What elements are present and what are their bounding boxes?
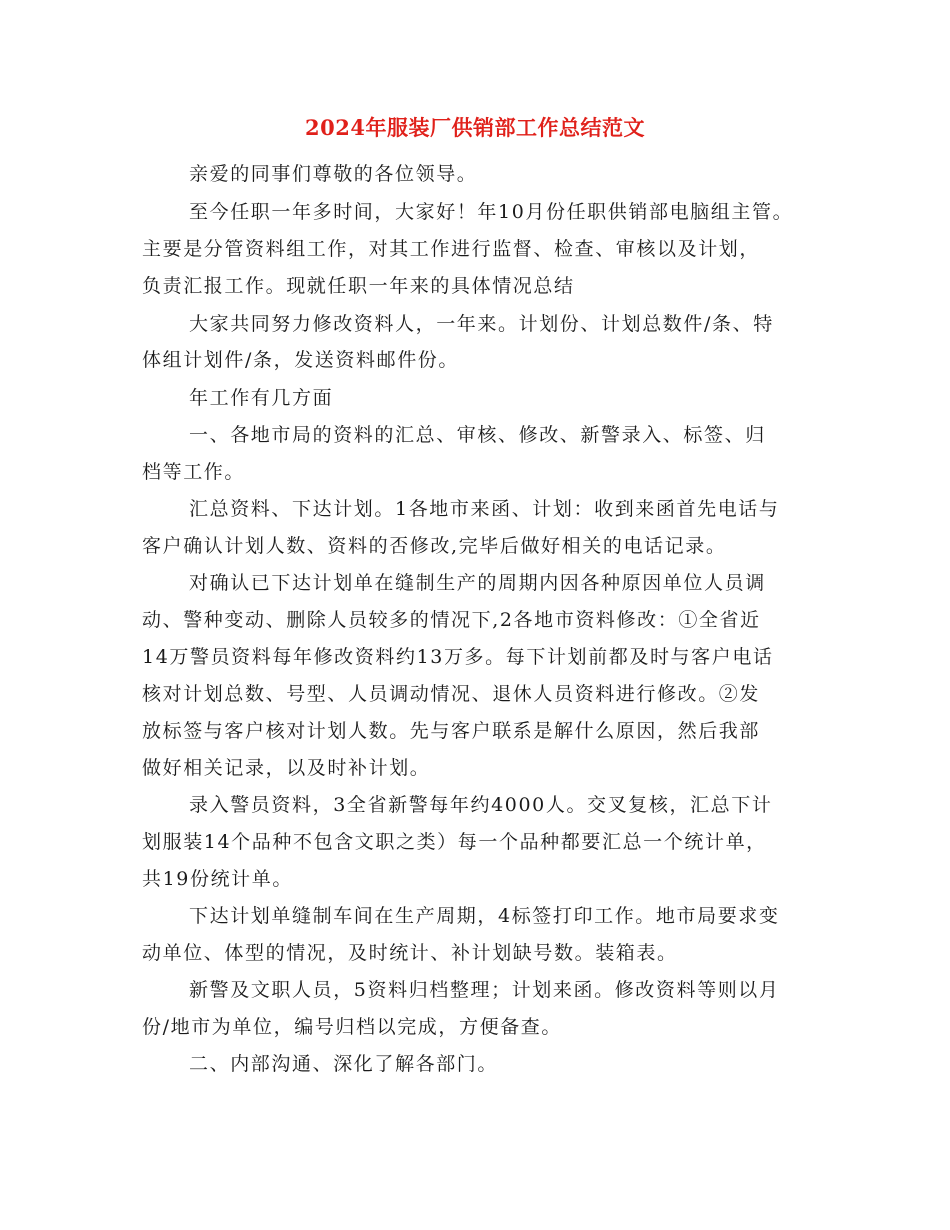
paragraph-line: 至今任职一年多时间，大家好！年10月份任职供销部电脑组主管。 bbox=[189, 201, 794, 223]
paragraph-line: 档等工作。 bbox=[142, 461, 246, 483]
paragraph-line: 体组计划件/条，发送资料邮件份。 bbox=[142, 349, 460, 371]
paragraph-line: 亲爱的同事们尊敬的各位领导。 bbox=[189, 163, 478, 185]
paragraph-line: 主要是分管资料组工作，对其工作进行监督、检查、审核以及计划， bbox=[142, 238, 761, 260]
paragraph-line: 下达计划单缝制车间在生产周期，4标签打印工作。地市局要求变 bbox=[189, 905, 780, 927]
paragraph-line: 做好相关记录，以及时补计划。 bbox=[142, 757, 431, 779]
paragraph-line: 划服装14个品种不包含文职之类）每一个品种都要汇总一个统计单， bbox=[142, 831, 767, 853]
paragraph-line: 录入警员资料，3全省新警每年约4000人。交叉复核，汇总下计 bbox=[189, 794, 773, 816]
paragraph-line: 共19份统计单。 bbox=[142, 868, 293, 890]
paragraph-line: 动、警种变动、删除人员较多的情况下,2各地市资料修改：①全省近 bbox=[142, 609, 761, 631]
document-title: 2024年服装厂供销部工作总结范文 bbox=[305, 115, 645, 140]
paragraph-line: 汇总资料、下达计划。1各地市来函、计划：收到来函首先电话与 bbox=[189, 498, 780, 520]
paragraph-line: 二、内部沟通、深化了解各部门。 bbox=[189, 1053, 499, 1075]
paragraph-line: 大家共同努力修改资料人，一年来。计划份、计划总数件/条、特 bbox=[189, 313, 774, 335]
paragraph-line: 核对计划总数、号型、人员调动情况、退休人员资料进行修改。②发 bbox=[142, 683, 761, 705]
paragraph-line: 负责汇报工作。现就任职一年来的具体情况总结 bbox=[142, 275, 575, 297]
paragraph-line: 14万警员资料每年修改资料约13万多。每下计划前都及时与客户电话 bbox=[142, 646, 774, 668]
paragraph-line: 对确认已下达计划单在缝制生产的周期内因各种原因单位人员调 bbox=[189, 572, 766, 594]
paragraph-line: 新警及文职人员，5资料归档整理；计划来函。修改资料等则以月 bbox=[189, 979, 780, 1001]
paragraph-line: 年工作有几方面 bbox=[189, 387, 334, 409]
paragraph-line: 动单位、体型的情况，及时统计、补计划缺号数。装箱表。 bbox=[142, 942, 678, 964]
paragraph-line: 客户确认计划人数、资料的否修改,完毕后做好相关的电话记录。 bbox=[142, 535, 727, 557]
paragraph-line: 一、各地市局的资料的汇总、审核、修改、新警录入、标签、归 bbox=[189, 424, 766, 446]
paragraph-line: 份/地市为单位，编号归档以完成，方便备查。 bbox=[142, 1016, 563, 1038]
paragraph-line: 放标签与客户核对计划人数。先与客户联系是解什么原因，然后我部 bbox=[142, 720, 761, 742]
